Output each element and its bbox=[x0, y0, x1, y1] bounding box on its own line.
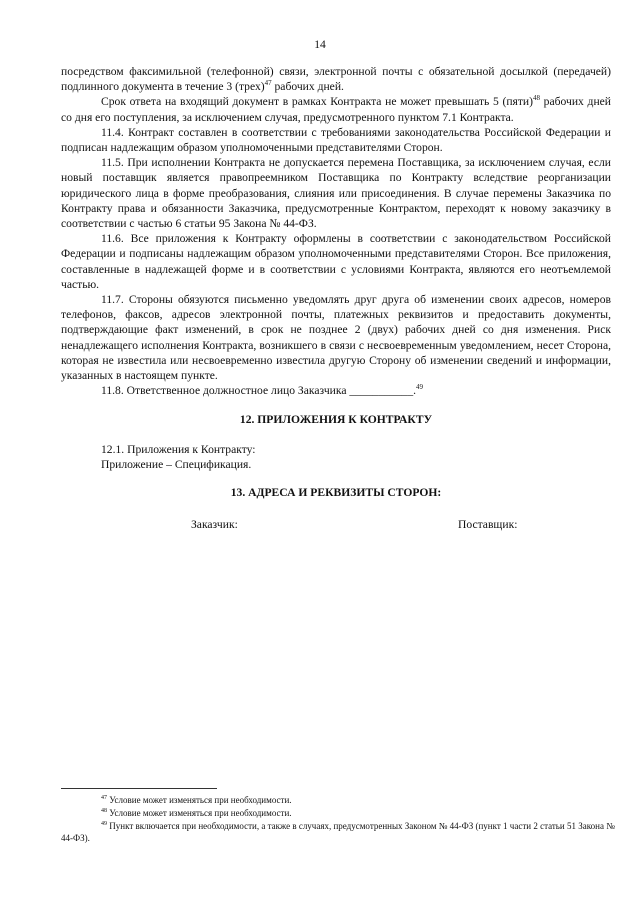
footnote-text: Условие может изменяться при необходимости. bbox=[107, 807, 292, 818]
appendix-line-1: 12.1. Приложения к Контракту: bbox=[101, 442, 256, 456]
footnote-text: Пункт включается при необходимости, а также в случаях, предусмотренных Законом № 44-ФЗ (пункт 1 части 2 статьи 51 Закона № 44-ФЗ). bbox=[61, 820, 615, 844]
paragraph-11-8 bbox=[61, 383, 611, 398]
paragraph-text: Срок ответа на входящий документ в рамках Контракта не может превышать 5 (пяти) bbox=[101, 95, 533, 109]
paragraph-11-7: 11.7. Стороны обязуются письменно уведомлять друг друга об изменении своих адресов, номеров телефонов, факсов, адресов электронной почты, платежных реквизитов и предоставить документы, подтверждающие факт изменений, в срок не позднее 2 (двух) рабочих дней со дня изменения. Риск ненадлежащего исполнения Контракта, возникшего в связи с несвоевременным уведомлением, несет Сторона, которая не известила или несвоевременно известила другую Сторону об изменении сведений и информации, указанных в настоящем пункте. bbox=[61, 293, 611, 383]
paragraph-response-term bbox=[61, 94, 611, 124]
paragraph-text: рабочих дней со дня его поступления, за исключением случая, предусмотренного пунктом 7.1 Контракта. bbox=[61, 95, 611, 124]
footnote-47 bbox=[61, 794, 617, 807]
footnote-number: 49 bbox=[101, 820, 107, 827]
footnote-48 bbox=[61, 807, 617, 820]
footnotes bbox=[61, 794, 617, 845]
document-body bbox=[61, 64, 611, 533]
paragraph-text: 11.8. Ответственное должностное лицо Заказчика ___________. bbox=[101, 384, 417, 398]
footnote-ref-48[interactable]: 48 bbox=[533, 94, 540, 103]
footnote-text: Условие может изменяться при необходимости. bbox=[107, 795, 292, 805]
page-number: 14 bbox=[314, 38, 326, 51]
paragraph-11-4: 11.4. Контракт составлен в соответствии с требованиями законодательства Российской Федерации и подписан надлежащим образом уполномоченными представителями Сторон. bbox=[61, 125, 611, 155]
section-12-title: 12. ПРИЛОЖЕНИЯ К КОНТРАКТУ bbox=[239, 413, 433, 427]
footnote-number: 48 bbox=[101, 807, 107, 814]
footnote-ref-49[interactable]: 49 bbox=[416, 383, 424, 392]
footnote-ref-47[interactable]: 47 bbox=[264, 79, 272, 88]
parties-row bbox=[61, 517, 611, 533]
footnote-number: 47 bbox=[101, 795, 107, 801]
supplier-label: Поставщик: bbox=[458, 518, 518, 532]
section-13-title: 13. АДРЕСА И РЕКВИЗИТЫ СТОРОН: bbox=[230, 486, 442, 500]
paragraph-text: посредством факсимильной (телефонной) связи, электронной почты с обязательной досылкой (передачей) подлинного документа в течение 3 (трех) bbox=[61, 65, 611, 94]
appendix-line-2: Приложение – Спецификация. bbox=[101, 457, 252, 471]
paragraph-delivery bbox=[61, 64, 611, 94]
footnote-49 bbox=[61, 820, 617, 846]
paragraph-text: рабочих дней. bbox=[271, 80, 344, 94]
paragraph-11-6: 11.6. Все приложения к Контракту оформлены в соответствии с законодательством Российской Федерации и подписаны надлежащим образом уполномоченными представителями Сторон. Все приложения, составленные в надлежащей форме и в соответствии с условиями Контракта, являются его неотъемлемой частью. bbox=[61, 232, 611, 291]
customer-label: Заказчик: bbox=[191, 518, 238, 532]
paragraph-11-5: 11.5. При исполнении Контракта не допускается перемена Поставщика, за исключением случая, если новый поставщик является правопреемником Поставщика по Контракту вследствие реорганизации юридического лица в форме преобразования, слияния или присоединения. В случае перемены Заказчика по Контракту права и обязанности Заказчика, предусмотренные Контрактом, переходят к новому заказчику в соответствии с частью 6 статьи 95 Закона № 44-ФЗ. bbox=[61, 156, 611, 231]
footnote-separator bbox=[61, 788, 217, 789]
